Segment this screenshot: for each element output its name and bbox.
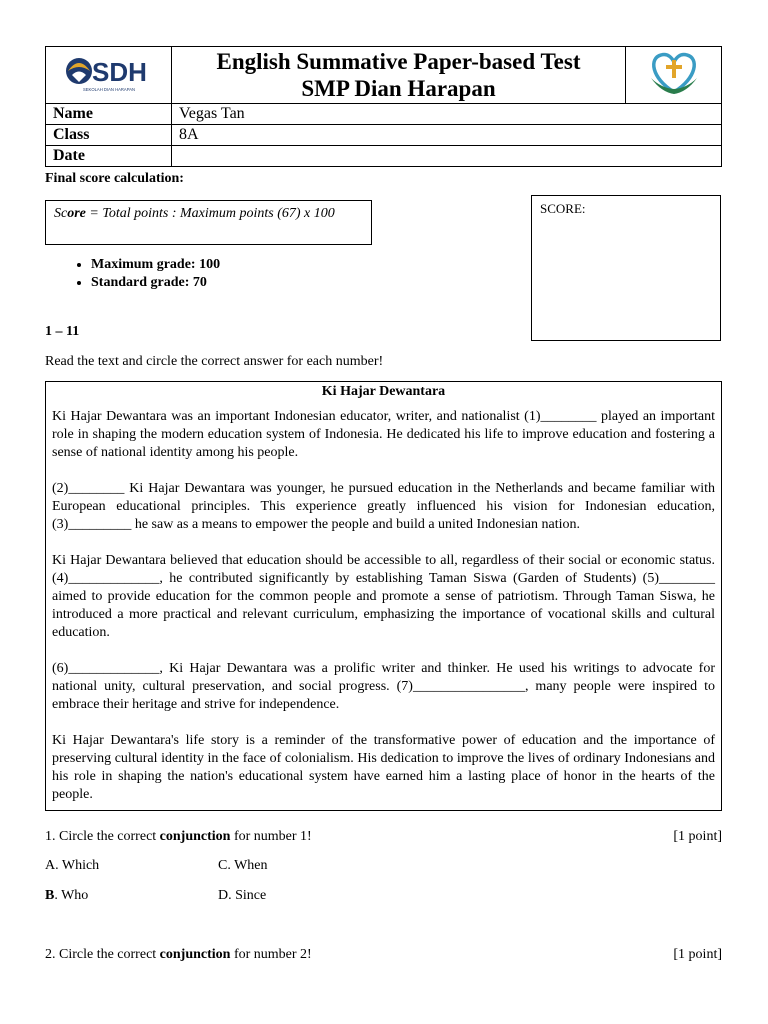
section-range: 1 – 11 [45,324,80,339]
q2-keyword: conjunction [159,947,231,962]
q1-option-a[interactable]: A. Which [45,858,100,873]
formula-text [54,206,335,222]
score-label: SCORE: [540,201,586,216]
passage-title: Ki Hajar Dewantara [321,384,446,399]
header-table [45,46,722,167]
formula-rest: = Total points : Maximum points (67) x 100 [85,206,335,221]
sdh-logo [57,49,161,97]
formula-box [45,200,372,245]
class-value: 8A [172,125,722,146]
school-logo-cell [46,47,172,104]
passage-paragraph: Ki Hajar Dewantara was an important Indonesian educator, writer, and nationalist (1)________ played an important role in shaping the modern education system of Indonesia. He dedicated his life to improve education and fostering a sense of national identity among his people. [52,409,715,460]
eagle-emblem-icon [66,58,92,84]
q1-keyword: conjunction [159,829,231,844]
q1-option-d[interactable]: D. Since [218,888,267,903]
passage-paragraph: Ki Hajar Dewantara believed that education should be accessible to all, regardless of their social or economic status. (4)_____________, he contributed significantly by establishing Taman Siswa (Garden of Students) (5)________ aimed to provide education for the common people and promote a sense of patriotism. Through Taman Siswa, he introduced a more practical and relevant curriculum, emphasizing the importance of vocational skills and cultural education. [52,553,715,640]
reading-passage [45,381,722,811]
grade-list [45,256,220,292]
name-value: Vegas Tan [172,104,722,125]
test-title-cell [172,47,626,104]
max-grade: • Maximum grade: 100 [91,256,220,274]
class-label: Class [46,125,172,146]
date-label: Date [46,146,172,167]
q1-suffix: for number 1! [230,829,312,844]
passage-paragraph: (2)________ Ki Hajar Dewantara was younger, he pursued education in the Netherlands and became familiar with European educational principles. This experience greatly influenced his vision for Indonesian education, (3)_________ he saw as a means to empower the people and build a united Indonesian nation. [52,481,715,532]
standard-grade: • Standard grade: 70 [91,274,220,292]
question-1-prompt [45,828,312,846]
logo-subtext: SEKOLAH DIAN HARAPAN [82,86,135,92]
q1-option-b-letter: B [45,888,55,903]
passage-paragraph: (6)_____________, Ki Hajar Dewantara was a prolific writer and thinker. He used his writings to advocate for national unity, cultural preservation, and social progress. (7)________________, many people were inspired to embrace their heritage and strive for independence. [52,661,715,712]
crest-cell [626,47,722,104]
logo-text: SDH [91,56,147,87]
question-2-prompt [45,946,312,964]
date-value [172,146,722,167]
q1-prefix: 1. Circle the correct [45,829,160,844]
score-box [531,195,721,341]
formula-sc: Sc [54,206,68,221]
q1-option-c[interactable]: C. When [218,858,268,873]
question-1-points: [1 point] [673,829,722,844]
name-label: Name [46,104,172,125]
q2-prefix: 2. Circle the correct [45,947,160,962]
question-2-points: [1 point] [673,947,722,962]
formula-ore: ore [67,206,86,221]
q1-option-b[interactable] [45,887,88,905]
score-heading: Final score calculation: [45,171,184,186]
q2-suffix: for number 2! [230,947,312,962]
q1-option-b-text: . Who [54,888,89,903]
section-instruction: Read the text and circle the correct answer for each number! [45,354,384,369]
test-title: English Summative Paper-based Test [216,49,581,74]
passage-paragraph: Ki Hajar Dewantara's life story is a reminder of the transformative power of education and the importance of preserving cultural identity in the face of colonialism. His dedication to improve the lives of ordinary Indonesians and his role in shaping the nation's educational system have earned him a lasting place of honor in the hearts of the people. [52,733,715,802]
heart-cross-icon [643,48,705,98]
school-name: SMP Dian Harapan [301,76,496,101]
